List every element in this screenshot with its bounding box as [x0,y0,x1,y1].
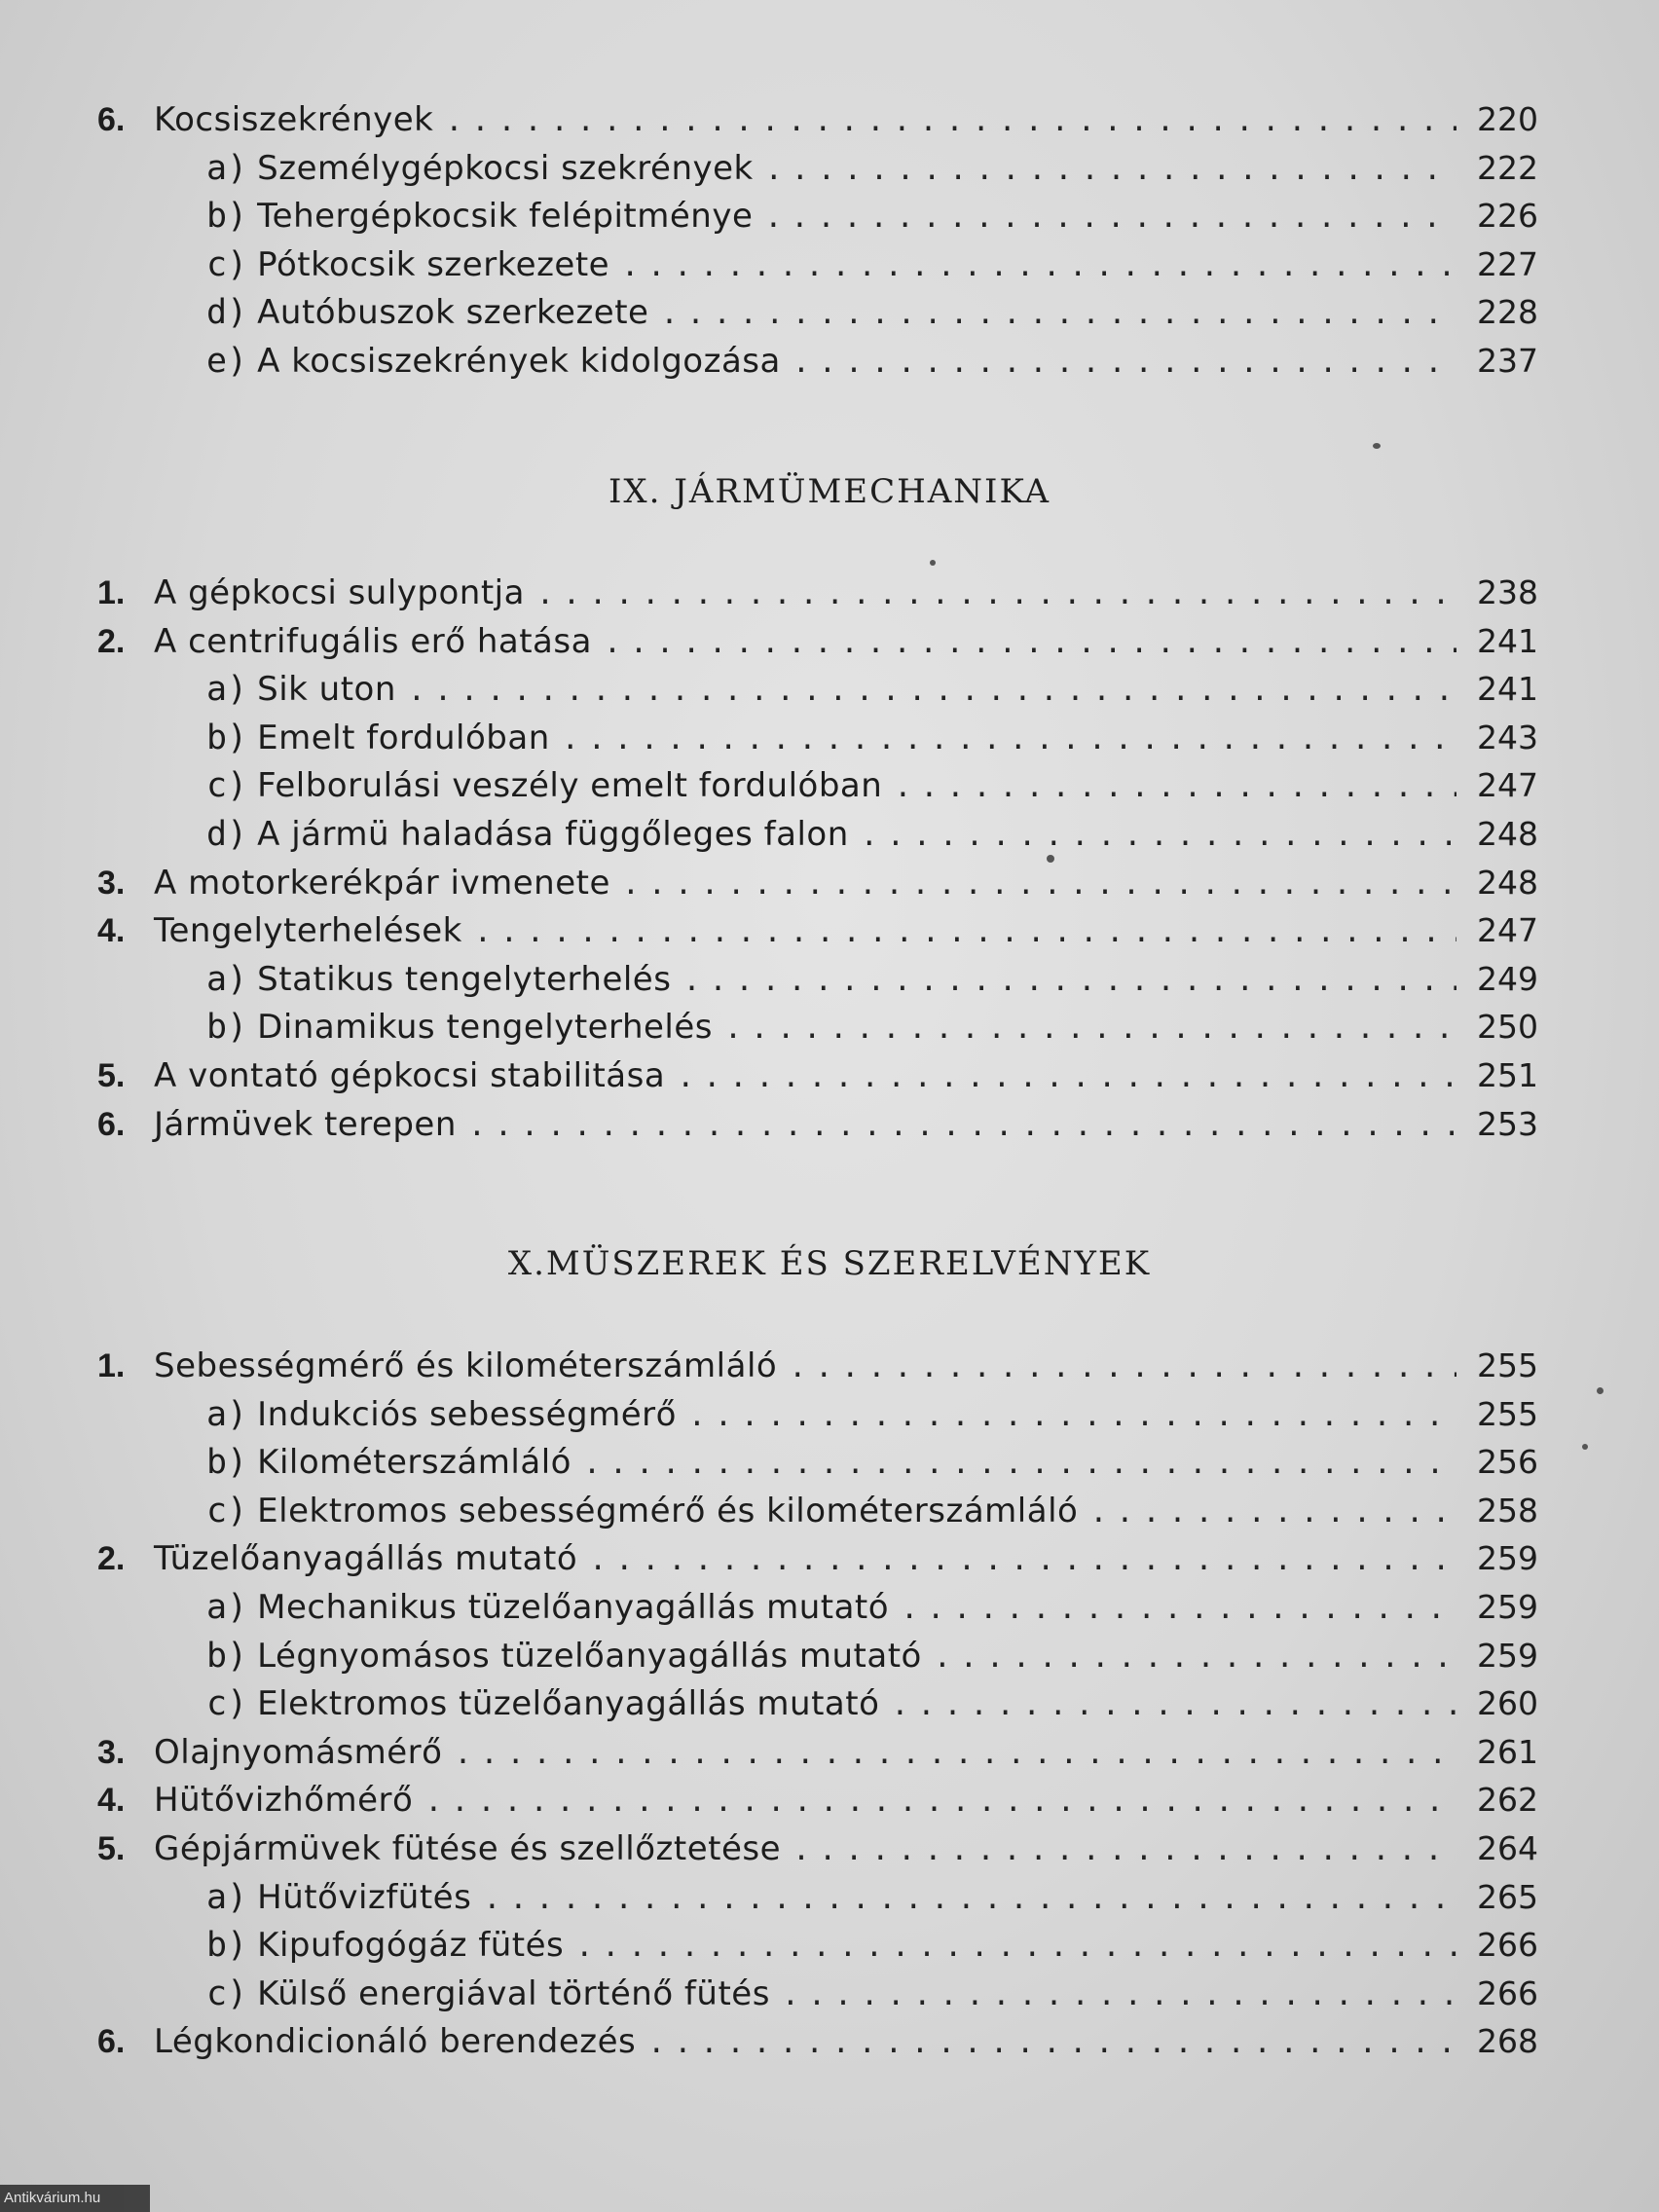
chapter-heading: X.MÜSZEREK ÉS SZERELVÉNYEK [507,1244,1152,1283]
toc-entry-title: Légnyomásos tüzelőanyagállás mutató [257,1636,922,1676]
toc-entry: 6. Kocsiszekrények ..... 220 [97,95,1538,144]
toc-page-number: 255 [1477,1346,1538,1384]
toc-entry: 2. Tüzelőanyagállás mutató ..... 259 [97,1534,1538,1583]
toc-entry-title: A motorkerékpár ivmenete [154,863,610,903]
toc-page-number: 253 [1477,1104,1538,1143]
toc-entry-title: Elektromos sebességmérő és kilométerszámláló [257,1491,1079,1530]
toc-entry-title: Sik uton [257,670,396,710]
dot-leader [677,1053,1456,1102]
toc-entry-title: Olajnyomásmérő [154,1732,443,1772]
toc-entry-title: Külső energiával történő fütés [257,1973,770,2013]
dot-leader [782,1972,1456,2020]
toc-subentry: d) Autóbuszok szerkezete ..... 228 [97,288,1538,337]
toc-entry: 4. Tengelyterhelések ..... 247 [97,906,1538,955]
toc-page-number: 248 [1477,814,1538,853]
toc-subentry: b) Tehergépkocsik felépitménye ..... 226 [97,192,1538,240]
dot-leader [724,1005,1456,1053]
toc-page-number: 247 [1477,911,1538,950]
dot-leader [474,908,1456,957]
toc-entry-title: Tüzelőanyagállás mutató [154,1539,578,1579]
toc-page-number: 259 [1477,1587,1538,1626]
toc-page-number: 237 [1477,341,1538,380]
toc-entry: 6. Légkondicionáló berendezés ..... 268 [97,2017,1538,2066]
dot-leader [894,763,1456,812]
toc-entry-title: Kipufogógáz fütés [257,1926,565,1966]
toc-entry: 2. A centrifugális erő hatása ..... 241 [97,617,1538,666]
toc-entry: 6. Jármüvek terepen ..... 253 [97,1100,1538,1149]
toc-page-number: 266 [1477,1973,1538,2012]
toc-entry-title: A kocsiszekrények kidolgozása [257,341,781,381]
toc-page-number: 243 [1477,718,1538,756]
toc-page-number: 247 [1477,766,1538,805]
chapter-heading: IX. JÁRMÜMECHANIKA [608,472,1051,511]
toc-entry: 3. Olajnyomásmérő ..... 261 [97,1728,1538,1777]
toc-subentry: b) Kipufogógáz fütés ..... 266 [97,1921,1538,1970]
toc-subentry: b) Dinamikus tengelyterhelés ..... 250 [97,1003,1538,1051]
toc-entry-title: Elektromos tüzelőanyagállás mutató [257,1684,880,1724]
toc-subentry: b) Légnyomásos tüzelőanyagállás mutató ..... 259 [97,1632,1538,1680]
toc-subentry: a) Hütővizfütés ..... 265 [97,1873,1538,1922]
toc-page-number: 249 [1477,959,1538,998]
dot-leader [575,1923,1456,1972]
toc-page-number: 262 [1477,1781,1538,1820]
dot-leader [536,571,1456,619]
dot-leader [647,2019,1456,2068]
toc-entry-title: Hütővizhőmérő [154,1781,414,1821]
toc-entry-title: Emelt fordulóban [257,718,550,757]
toc-entry-title: Tengelyterhelések [154,911,462,951]
toc-subentry: c) Elektromos sebességmérő és kilométerszámláló ..... 258 [97,1487,1538,1535]
toc-subentry: c) Felborulási veszély emelt fordulóban ..... 247 [97,761,1538,810]
dot-leader [891,1681,1456,1730]
dot-leader [424,1778,1456,1826]
dot-leader [764,194,1456,242]
toc-entry-title: A jármü haladása függőleges falon [257,814,849,854]
toc-entry-title: Autóbuszok szerkezete [257,293,649,333]
scan-speck [1373,443,1381,449]
toc-entry-title: Gépjármüvek fütése és szellőztetése [154,1828,782,1868]
toc-entry: 3. A motorkerékpár ivmenete ..... 248 [97,859,1538,907]
dot-leader [468,1102,1456,1151]
toc-entry-title: A gépkocsi sulypontja [154,573,525,612]
toc-subentry: a) Statikus tengelyterhelés ..... 249 [97,955,1538,1004]
dot-leader [445,97,1456,146]
toc-entry-title: Kocsiszekrények [154,100,434,139]
toc-page-number: 248 [1477,863,1538,902]
scan-speck [930,560,936,566]
toc-subentry: b) Emelt fordulóban ..... 243 [97,714,1538,762]
scan-speck [1582,1444,1588,1450]
toc-page-number: 260 [1477,1684,1538,1723]
toc-page-number: 250 [1477,1008,1538,1047]
toc-page-number: 238 [1477,573,1538,611]
scan-speck [1047,855,1054,863]
toc-entry: 1. A gépkocsi sulypontja ..... 238 [97,569,1538,617]
toc-entry-title: A centrifugális erő hatása [154,621,592,661]
dot-leader [621,242,1456,291]
toc-entry-title: Kilométerszámláló [257,1443,571,1483]
toc-page-number: 222 [1477,148,1538,187]
toc-section-x [97,1342,1538,2066]
dot-leader [682,957,1456,1006]
toc-page-number: 255 [1477,1394,1538,1433]
dot-leader [622,861,1456,909]
toc-page-number: 241 [1477,621,1538,660]
dot-leader [562,716,1456,764]
toc-page-number: 227 [1477,244,1538,283]
toc-entry: 4. Hütővizhőmérő ..... 262 [97,1776,1538,1825]
toc-entry-title: Statikus tengelyterhelés [257,959,672,999]
dot-leader [583,1440,1456,1489]
toc-entry-title: Légkondicionáló berendezés [154,2022,637,2062]
toc-entry-title: Sebességmérő és kilométerszámláló [154,1346,778,1385]
toc-subentry: c) Elektromos tüzelőanyagállás mutató ..... 260 [97,1679,1538,1728]
toc-page-number: 241 [1477,670,1538,709]
toc-page-number: 259 [1477,1539,1538,1578]
toc-subentry: a) Indukciós sebességmérő ..... 255 [97,1390,1538,1439]
toc-entry-title: A vontató gépkocsi stabilitása [154,1055,666,1095]
toc-entry: 5. Gépjármüvek fütése és szellőztetése ..... 264 [97,1825,1538,1873]
toc-page-number: 261 [1477,1732,1538,1771]
toc-subentry: a) Sik uton ..... 241 [97,665,1538,714]
toc-entry-title: Tehergépkocsik felépitménye [257,197,754,237]
toc-subentry: d) A jármü haladása függőleges falon ..... 248 [97,810,1538,859]
toc-page-number: 251 [1477,1055,1538,1094]
watermark: Antikvárium.hu [0,2185,150,2212]
dot-leader [901,1585,1456,1634]
dot-leader [793,1826,1456,1875]
toc-subentry: e) A kocsiszekrények kidolgozása ..... 237 [97,337,1538,386]
toc-entry: 5. A vontató gépkocsi stabilitása ..... 251 [97,1051,1538,1100]
dot-leader [688,1392,1456,1441]
toc-entry: 1. Sebességmérő és kilométerszámláló ..... 255 [97,1342,1538,1390]
toc-subentry: b) Kilométerszámláló ..... 256 [97,1438,1538,1487]
toc-entry-title: Felborulási veszély emelt fordulóban [257,766,883,806]
toc-subentry: c) Külső energiával történő fütés ..... 266 [97,1970,1538,2018]
toc-page-number: 256 [1477,1443,1538,1482]
toc-entry-title: Jármüvek terepen [154,1104,457,1144]
toc-entry-title: Dinamikus tengelyterhelés [257,1008,713,1048]
dot-leader [1089,1489,1456,1537]
toc-section-continued [97,95,1538,386]
dot-leader [934,1634,1456,1682]
toc-entry-title: Hütővizfütés [257,1877,472,1917]
toc-subentry: a) Mechanikus tüzelőanyagállás mutató ..... 259 [97,1583,1538,1632]
toc-section-ix [97,569,1538,1148]
toc-page-number: 228 [1477,293,1538,332]
toc-subentry: a) Személygépkocsi szekrények ..... 222 [97,144,1538,193]
dot-leader [483,1875,1456,1924]
toc-entry-title: Indukciós sebességmérő [257,1394,677,1434]
toc-subentry: c) Pótkocsik szerkezete ..... 227 [97,240,1538,289]
toc-page-number: 220 [1477,100,1538,138]
toc-entry-title: Mechanikus tüzelőanyagállás mutató [257,1587,890,1627]
dot-leader [454,1730,1456,1779]
dot-leader [408,667,1456,716]
dot-leader [660,290,1456,339]
dot-leader [765,146,1456,195]
toc-page-number: 264 [1477,1828,1538,1867]
dot-leader [589,1536,1456,1585]
dot-leader [861,812,1456,861]
dot-leader [793,339,1456,387]
toc-entry-title: Személygépkocsi szekrények [257,148,754,188]
toc-page-number: 258 [1477,1491,1538,1530]
toc-page-number: 268 [1477,2022,1538,2061]
toc-page-number: 259 [1477,1636,1538,1675]
toc-page-number: 265 [1477,1877,1538,1916]
toc-entry-title: Pótkocsik szerkezete [257,244,610,284]
toc-page-number: 226 [1477,197,1538,236]
dot-leader [789,1344,1456,1392]
dot-leader [604,619,1456,668]
scan-speck [1597,1387,1604,1394]
toc-page-number: 266 [1477,1926,1538,1965]
